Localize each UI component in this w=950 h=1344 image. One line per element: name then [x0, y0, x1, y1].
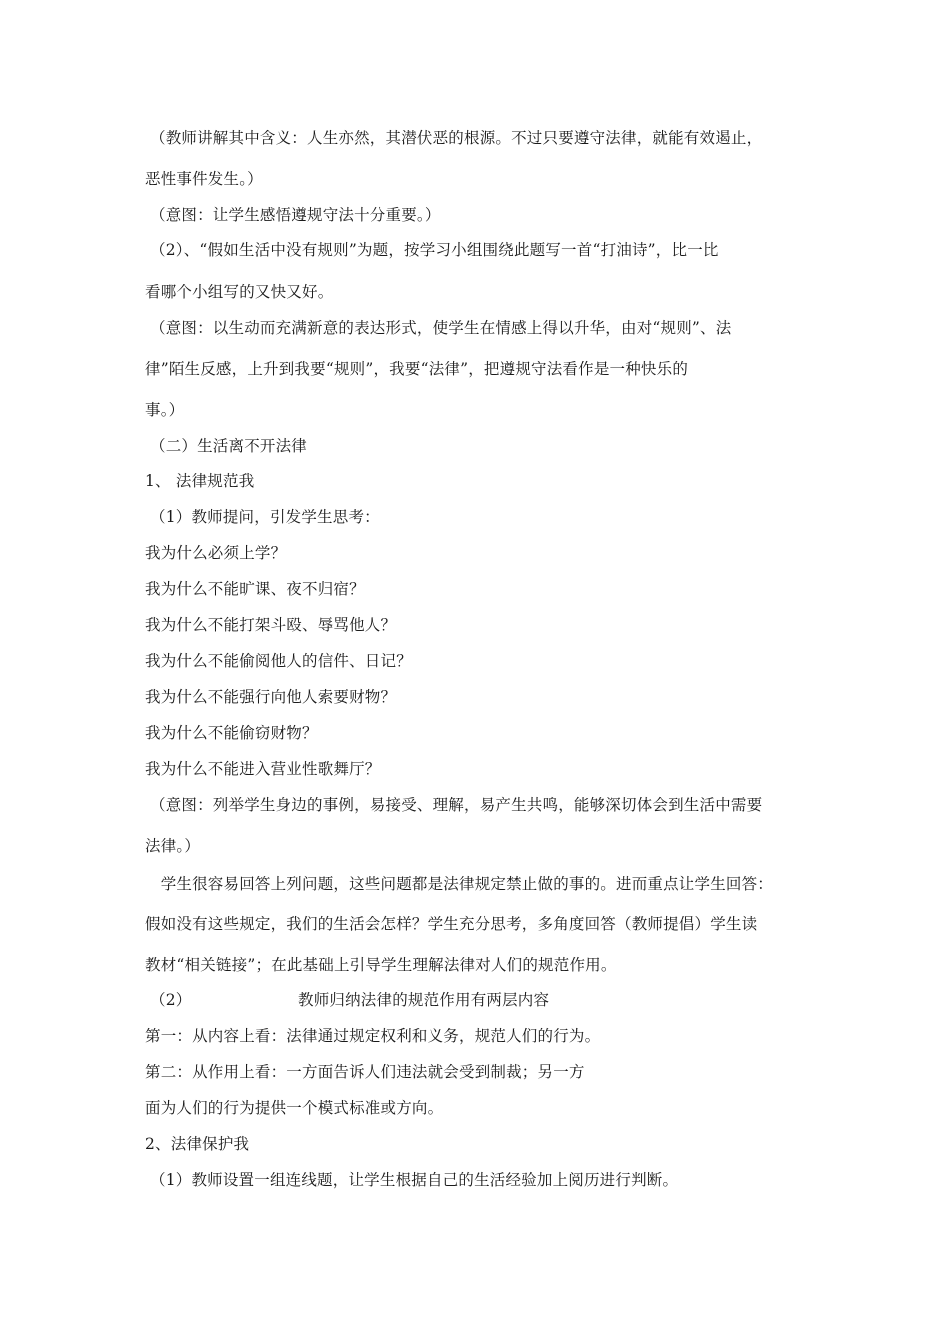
paragraph-line: 法律。）	[145, 837, 201, 855]
paragraph-line: 事。）	[145, 401, 185, 419]
question-line: 我为什么不能强行向他人索要财物？	[145, 688, 397, 706]
paragraph-line: 假如没有这些规定，我们的生活会怎样？学生充分思考，多角度回答（教师提倡）学生读	[145, 915, 758, 933]
subsection-heading: 2、法律保护我	[145, 1135, 250, 1153]
paragraph-line: （意图：列举学生身边的事例，易接受、理解，易产生共鸣，能够深切体会到生活中需要	[150, 796, 763, 814]
question-line: 我为什么不能偷阅他人的信件、日记？	[145, 652, 412, 670]
paragraph-line: 面为人们的行为提供一个模式标准或方向。	[145, 1099, 444, 1117]
paragraph-line: 律”陌生反感，上升到我要“规则”，我要“法律”，把遵规守法看作是一种快乐的	[145, 360, 689, 378]
paragraph-line: 第二：从作用上看：一方面告诉人们违法就会受到制裁；另一方	[145, 1063, 585, 1081]
paragraph-line: （意图：让学生感悟遵规守法十分重要。）	[150, 206, 441, 224]
paragraph-line: 恶性事件发生。）	[145, 170, 263, 188]
question-line: 我为什么不能进入营业性歌舞厅？	[145, 760, 381, 778]
question-line: 我为什么不能偷窃财物？	[145, 724, 318, 742]
paragraph-text: 教师归纳法律的规范作用有两层内容	[298, 991, 550, 1009]
paragraph-line: （意图：以生动而充满新意的表达形式，使学生在情感上得以升华，由对“规则”、法	[150, 319, 732, 337]
paragraph-line: （2）、“假如生活中没有规则”为题，按学习小组围绕此题写一首“打油诗”，比一比	[150, 241, 719, 259]
paragraph-line: （1）教师设置一组连线题，让学生根据自己的生活经验加上阅历进行判断。	[150, 1171, 679, 1189]
split-paragraph-line	[150, 990, 549, 1010]
paragraph-line: 第一：从内容上看：法律通过规定权利和义务，规范人们的行为。	[145, 1027, 601, 1045]
paragraph-line: 学生很容易回答上列问题，这些问题都是法律规定禁止做的事的。进而重点让学生回答：	[145, 875, 774, 893]
paragraph-line: 看哪个小组写的又快又好。	[145, 283, 334, 301]
question-line: 我为什么必须上学？	[145, 544, 287, 562]
paragraph-line: 教材“相关链接”；在此基础上引导学生理解法律对人们的规范作用。	[145, 956, 617, 974]
paragraph-line: （1）教师提问，引发学生思考：	[150, 508, 380, 526]
section-heading: （二）生活离不开法律	[150, 437, 308, 455]
paragraph-line: （教师讲解其中含义：人生亦然，其潜伏恶的根源。不过只要遵守法律，就能有效遏止，	[150, 129, 763, 147]
item-number: （2）	[150, 991, 192, 1009]
subsection-heading: 1、 法律规范我	[145, 472, 255, 490]
question-line: 我为什么不能打架斗殴、辱骂他人？	[145, 616, 397, 634]
question-line: 我为什么不能旷课、夜不归宿？	[145, 580, 365, 598]
